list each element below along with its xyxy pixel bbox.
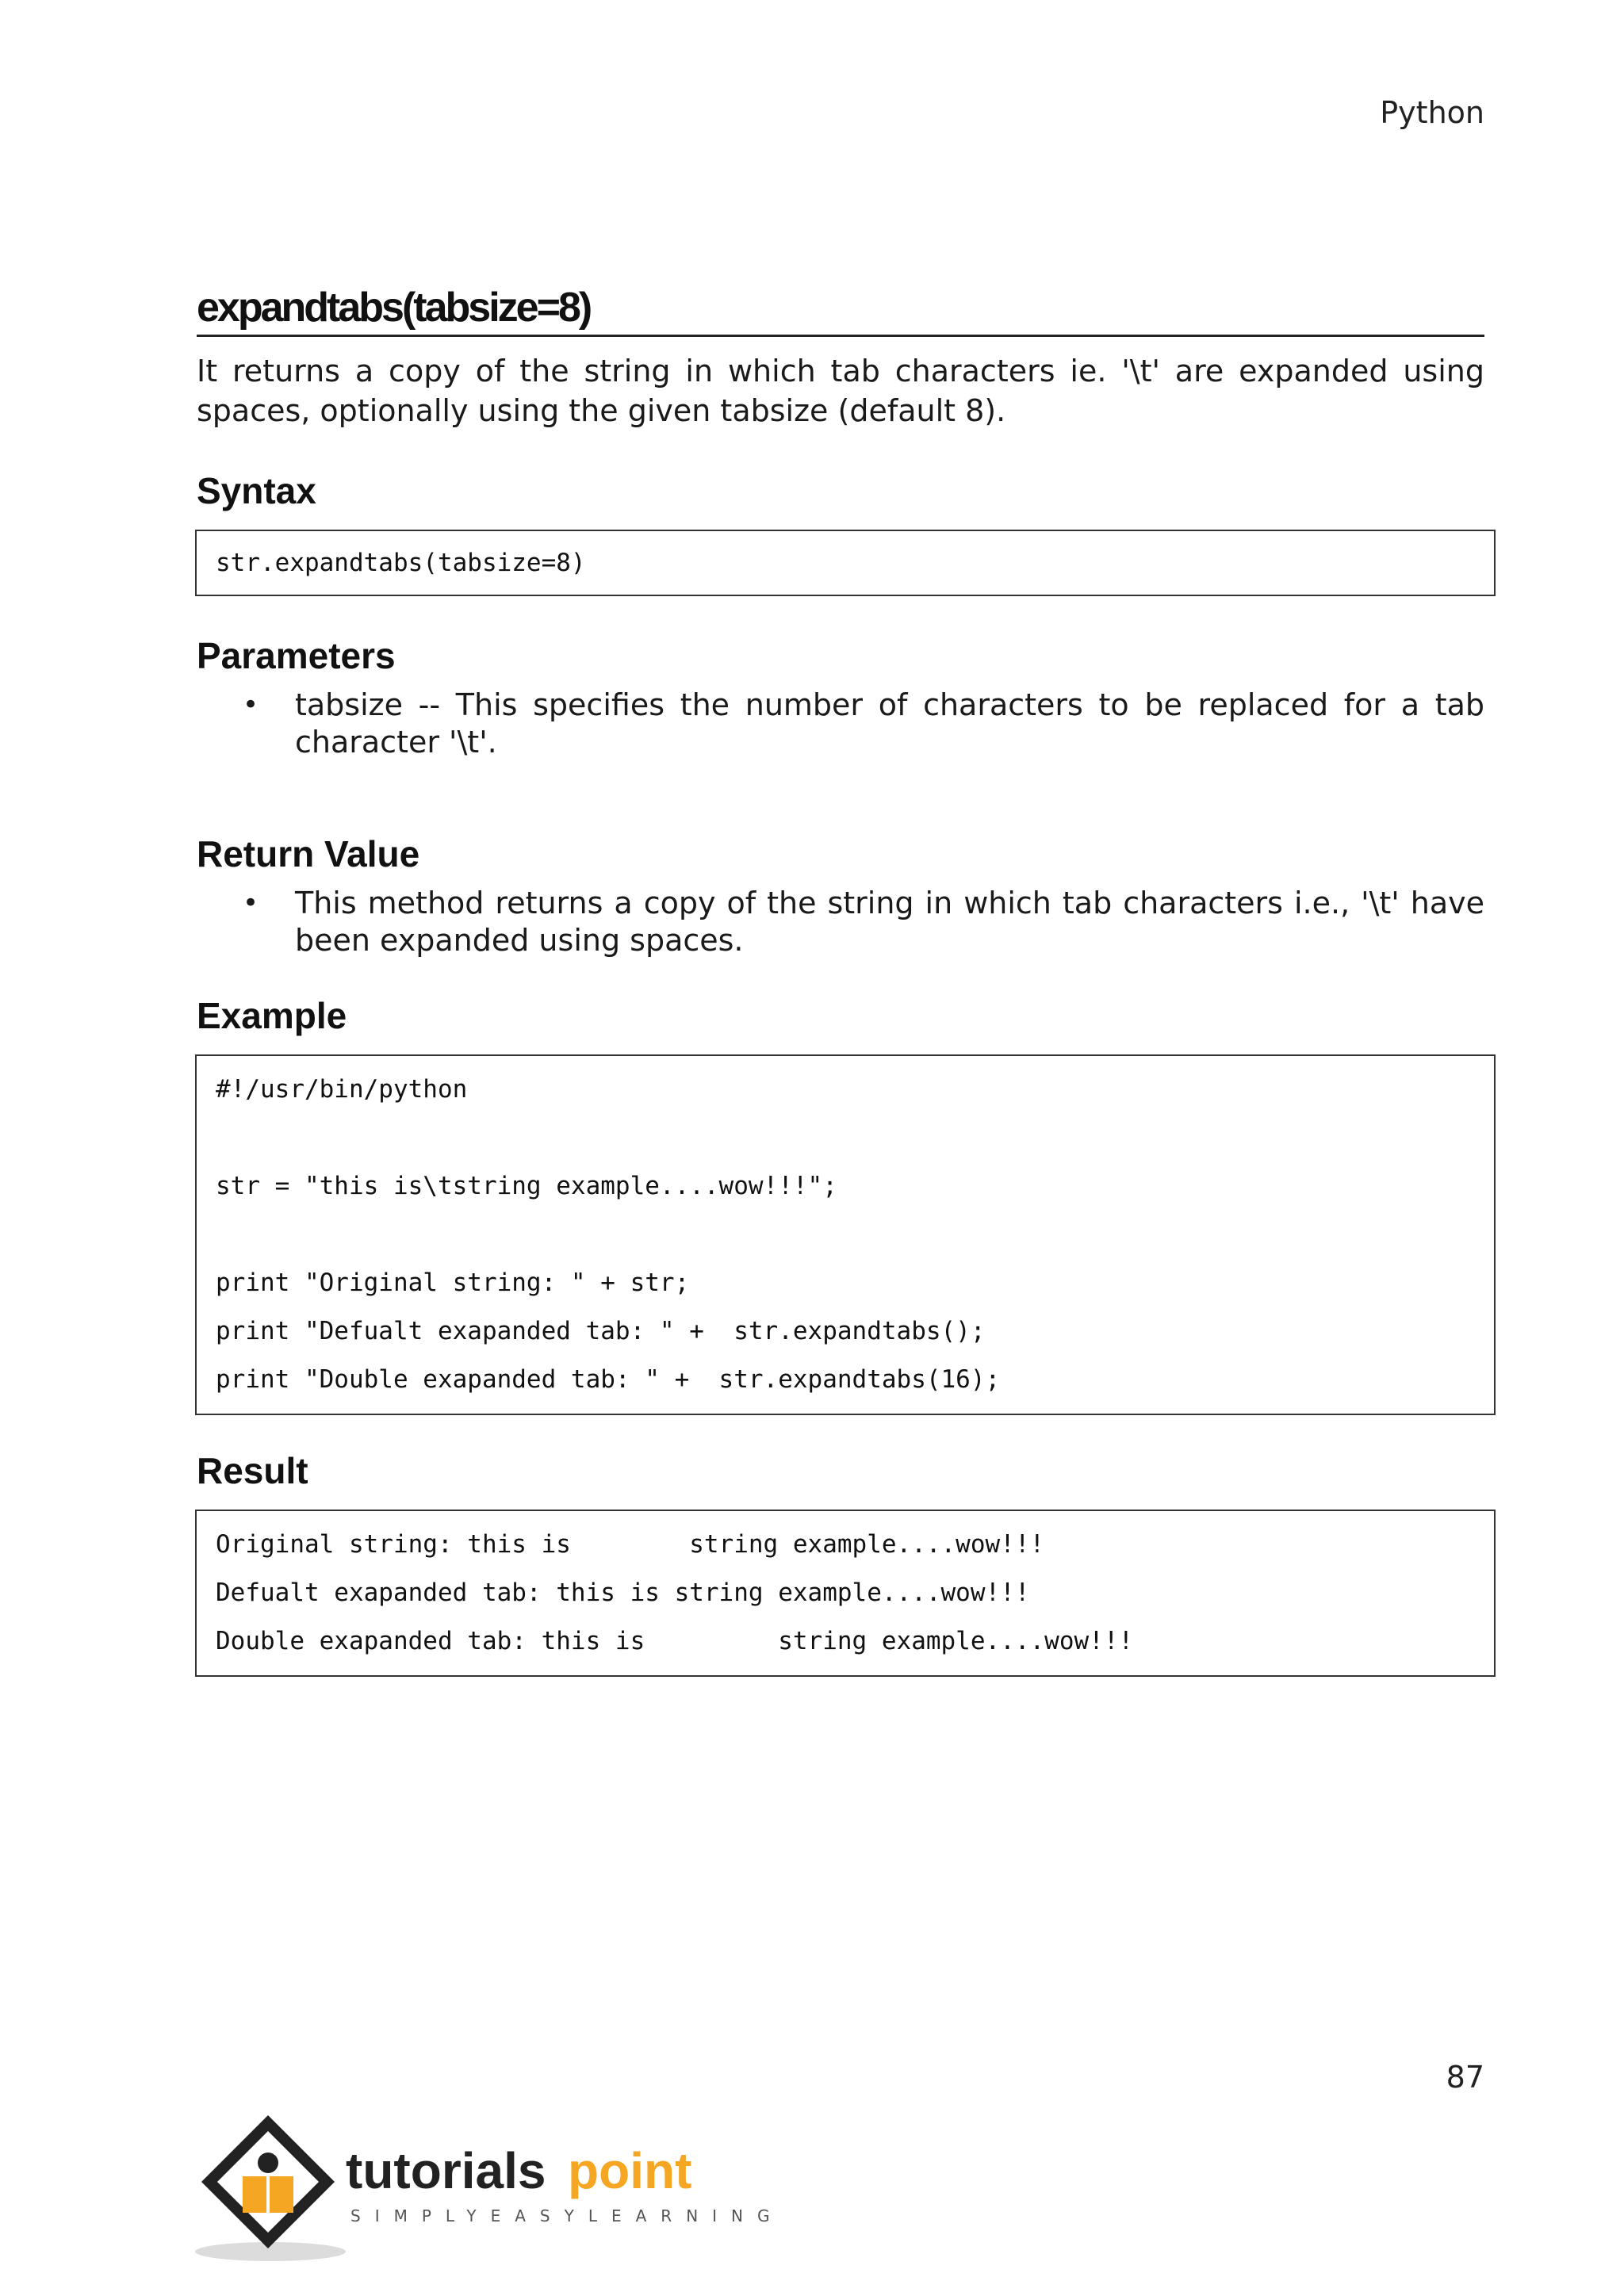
logo-tagline: SIMPLYEASYLEARNING xyxy=(350,2206,784,2225)
syntax-code-line: str.expandtabs(tabsize=8) xyxy=(216,549,586,577)
person-icon xyxy=(258,2152,278,2173)
syntax-code-box xyxy=(195,530,1496,596)
code-line xyxy=(216,1114,1475,1162)
parameter-text: tabsize -- This specifies the number of characters to be replaced for a tab character '\t'. xyxy=(295,687,1484,760)
result-heading: Result xyxy=(197,1450,308,1491)
code-line xyxy=(216,1211,1475,1259)
logo-brand-part2: point xyxy=(568,2142,692,2199)
page-number: 87 xyxy=(1446,2060,1484,2095)
output-line: Defualt exapanded tab: this is string example....wow!!! xyxy=(216,1578,1030,1607)
running-header: Python xyxy=(1380,95,1484,130)
parameters-heading: Parameters xyxy=(197,635,396,676)
tutorialspoint-logo xyxy=(195,2109,784,2267)
example-heading: Example xyxy=(197,995,347,1036)
return-value-item xyxy=(243,885,1484,959)
code-line: print "Original string: " + str; xyxy=(216,1269,690,1297)
return-value-heading: Return Value xyxy=(197,833,420,874)
intro-paragraph: It returns a copy of the string in which tab characters ie. '\t' are expanded using spaces, optionally using the given tabsize (default 8). xyxy=(197,354,1484,428)
bullet-icon: • xyxy=(243,887,259,919)
code-line: print "Defualt exapanded tab: " + str.expandtabs(); xyxy=(216,1317,986,1345)
syntax-heading: Syntax xyxy=(197,470,316,511)
code-line: #!/usr/bin/python xyxy=(216,1075,468,1104)
code-line: print "Double exapanded tab: " + str.expandtabs(16); xyxy=(216,1365,1001,1394)
logo-brand-part1: tutorials xyxy=(346,2142,546,2199)
output-line: Double exapanded tab: this is string example....wow!!! xyxy=(216,1627,1134,1655)
result-output-box xyxy=(195,1510,1496,1677)
section-title: expandtabs(tabsize=8) xyxy=(197,284,1484,337)
output-line: Original string: this is string example....wow!!! xyxy=(216,1530,1045,1559)
code-line: str = "this is\tstring example....wow!!!"; xyxy=(216,1172,837,1200)
example-code-box xyxy=(195,1054,1496,1415)
parameter-item xyxy=(243,687,1484,761)
bullet-icon: • xyxy=(243,689,259,721)
return-value-text: This method returns a copy of the string in which tab characters i.e., '\t' have been expanded using spaces. xyxy=(295,886,1484,958)
